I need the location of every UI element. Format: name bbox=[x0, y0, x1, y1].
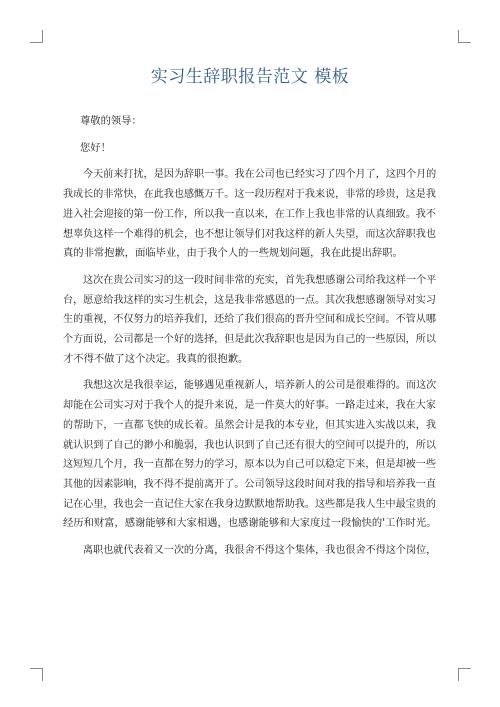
paragraph-line: 经历和财富，感谢能够和大家相遇，也感谢能够和大家度过一段愉快的'工作时光。 bbox=[63, 517, 437, 530]
paragraph-line: 就认识到了自己的渺小和脆弱，我也认识到了自己还有很大的空间可以提升的，所以 bbox=[63, 439, 436, 451]
paragraph-1 bbox=[63, 165, 438, 264]
paragraph-line: 真的非常抱歉，面临毕业，由于我个人的一些规划问题，我在此提出辞职。 bbox=[63, 247, 403, 260]
crop-mark-bottom-right bbox=[458, 668, 471, 681]
paragraph-line: 这次在贵公司实习的这一段时间非常的充实，首先我想感谢公司给我这样一个平 bbox=[83, 274, 437, 286]
paragraph-line: 进入社会迎接的第一份工作，所以我一直以来，在工作上我也非常的认真细致。我不 bbox=[63, 208, 436, 220]
salutation: 尊敬的领导： bbox=[80, 115, 142, 127]
paragraph-line: 的帮助下，一直都飞快的成长着。虽然会计是我的本专业，但其实进入实战以来，我 bbox=[63, 419, 436, 431]
paragraph-2 bbox=[63, 271, 438, 370]
paragraph-line: 想辜负这样一个难得的机会，也不想让领导们对我这样的新人失望，而这次辞职我也 bbox=[63, 228, 436, 240]
document-title: 实习生辞职报告范文 模板 bbox=[150, 67, 350, 87]
paragraph-line: 其他的因素影响，我不得不提前离开了。公司领导这段时间对我的指导和培养我一直 bbox=[63, 478, 436, 490]
paragraph-line: 我想这次是我很幸运，能够遇见重视新人，培养新人的公司是很难得的。而这次 bbox=[83, 380, 437, 392]
paragraph-line: 这短短几个月，我一直都在努力的学习，原本以为自己可以稳定下来，但是却被一些 bbox=[63, 459, 436, 471]
paragraph-line: 却能在公司实习对于我个人的提升来说，是一件莫大的好事。一路走过来，我在大家 bbox=[63, 400, 436, 412]
greeting: 您好！ bbox=[80, 141, 111, 154]
paragraph-line: 才不得不做了这个决定。我真的很抱歉。 bbox=[63, 352, 249, 365]
document-body bbox=[63, 112, 438, 561]
crop-mark-bottom-left bbox=[30, 668, 43, 681]
paragraph-line: 我成长的非常快，在此我也感慨万千。这一段历程对于我来说，非常的珍贵，这是我 bbox=[63, 189, 436, 201]
paragraph-4 bbox=[63, 541, 438, 561]
paragraph-line: 记在心里，我也会一直记住大家在我身边默默地帮助我。这些都是我人生中最宝贵的 bbox=[63, 498, 436, 510]
paragraph-line: 个方面说，公司都是一个好的选择，但是此次我辞职也是因为自己的一些原因，所以 bbox=[63, 334, 436, 346]
paragraph-line: 离职也就代表着又一次的分离，我很舍不得这个集体，我也很舍不得这个岗位， bbox=[83, 545, 437, 557]
crop-mark-top-right bbox=[458, 30, 471, 43]
paragraph-3 bbox=[63, 376, 438, 534]
paragraph-line: 台，愿意给我这样的实习生机会，这是我非常感恩的一点。其次我想感谢领导对实习 bbox=[63, 294, 436, 306]
paragraph-line: 今天前来打扰，是因为辞职一事。我在公司也已经实习了四个月了，这四个月的 bbox=[83, 169, 437, 181]
paragraph-line: 生的重视，不仅努力的培养我们，还给了我们很高的晋升空间和成长空间。不管从哪 bbox=[63, 314, 436, 326]
crop-mark-top-left bbox=[30, 30, 43, 43]
